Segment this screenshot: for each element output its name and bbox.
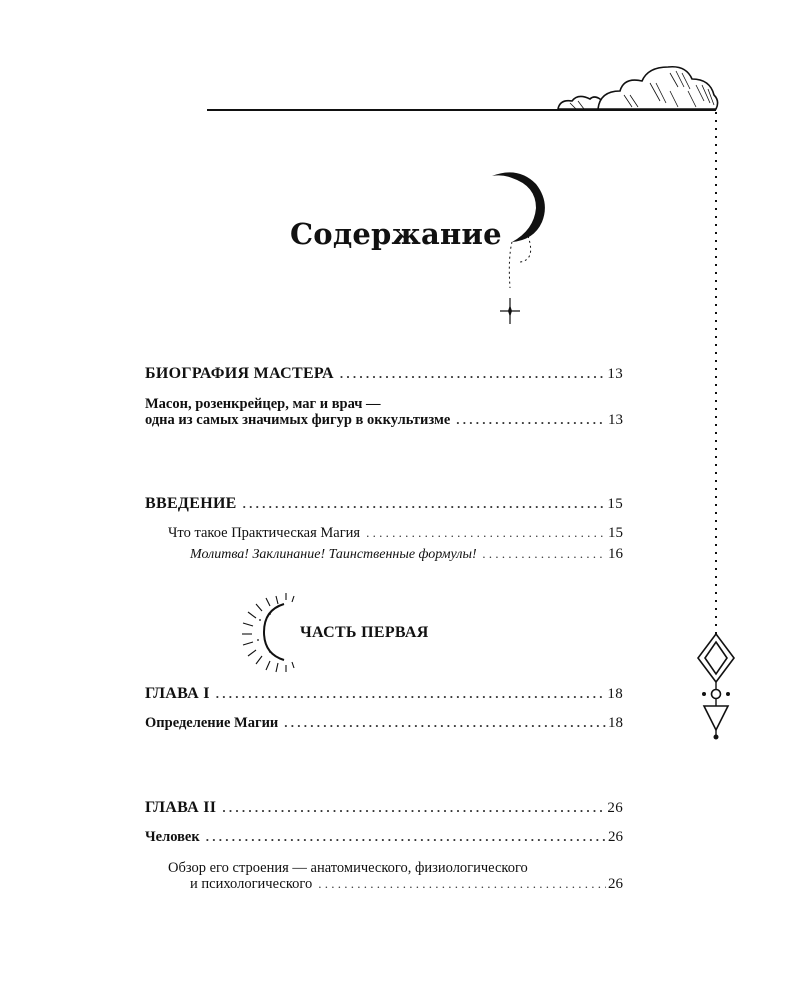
toc-entry-biography[interactable] [145, 366, 623, 382]
leader-dots [483, 547, 606, 560]
toc-entry-definition-of-magic[interactable] [145, 716, 623, 731]
toc-entry-chapter-1[interactable] [145, 686, 623, 702]
toc-page-number: 15 [608, 525, 623, 541]
toc-label: БИОГРАФИЯ МАСТЕРА [145, 365, 334, 382]
crystal-pendant-icon [694, 632, 738, 742]
leader-dots [243, 497, 606, 510]
toc-entry-prayer[interactable] [190, 547, 623, 562]
toc-page-number: 18 [607, 686, 623, 702]
leader-dots [340, 367, 606, 380]
toc-label: Что такое Практическая Магия [168, 525, 361, 541]
toc-entry-structure-line1: Обзор его строения — анатомического, физиологического [168, 860, 528, 876]
part-title: ЧАСТЬ ПЕРВАЯ [300, 624, 429, 641]
toc-page-number: 15 [607, 496, 623, 512]
page-title: Содержание [290, 217, 502, 252]
leader-dots [318, 877, 606, 890]
toc-entry-introduction[interactable] [145, 496, 623, 512]
leader-dots [222, 801, 605, 814]
toc-page-number: 26 [607, 800, 623, 816]
toc-label: и психологического [190, 876, 313, 892]
toc-page-number: 26 [608, 876, 623, 892]
toc-label: одна из самых значимых фигур в оккультизме [145, 412, 451, 428]
toc-label: Молитва! Заклинание! Таинственные формулы! [190, 547, 477, 562]
toc-page-number: 13 [607, 366, 623, 382]
toc-entry-chapter-2[interactable] [145, 800, 623, 816]
leader-dots [206, 830, 606, 843]
toc-page-number: 16 [608, 546, 623, 562]
toc-page-number: 13 [608, 412, 623, 428]
toc-label: ГЛАВА II [145, 799, 217, 816]
toc-entry-man[interactable] [145, 830, 623, 845]
star-pendant-icon [498, 296, 522, 326]
toc-entry-biography-sub[interactable] [145, 413, 623, 428]
leader-dots [216, 687, 606, 700]
toc-label: Человек [145, 829, 200, 845]
toc-label: ГЛАВА I [145, 685, 210, 702]
toc-page-number: 26 [608, 829, 623, 845]
leader-dots [366, 526, 606, 539]
toc-entry-biography-sub-line1: Масон, розенкрейцер, маг и врач — [145, 396, 381, 412]
toc-label: Определение Магии [145, 715, 279, 731]
toc-entry-practical-magic[interactable] [168, 526, 623, 541]
toc-page-number: 18 [608, 715, 623, 731]
toc-label: ВВЕДЕНИЕ [145, 495, 237, 512]
toc-entry-structure[interactable] [190, 877, 623, 892]
leader-dots [284, 716, 606, 729]
leader-dots [456, 413, 606, 426]
